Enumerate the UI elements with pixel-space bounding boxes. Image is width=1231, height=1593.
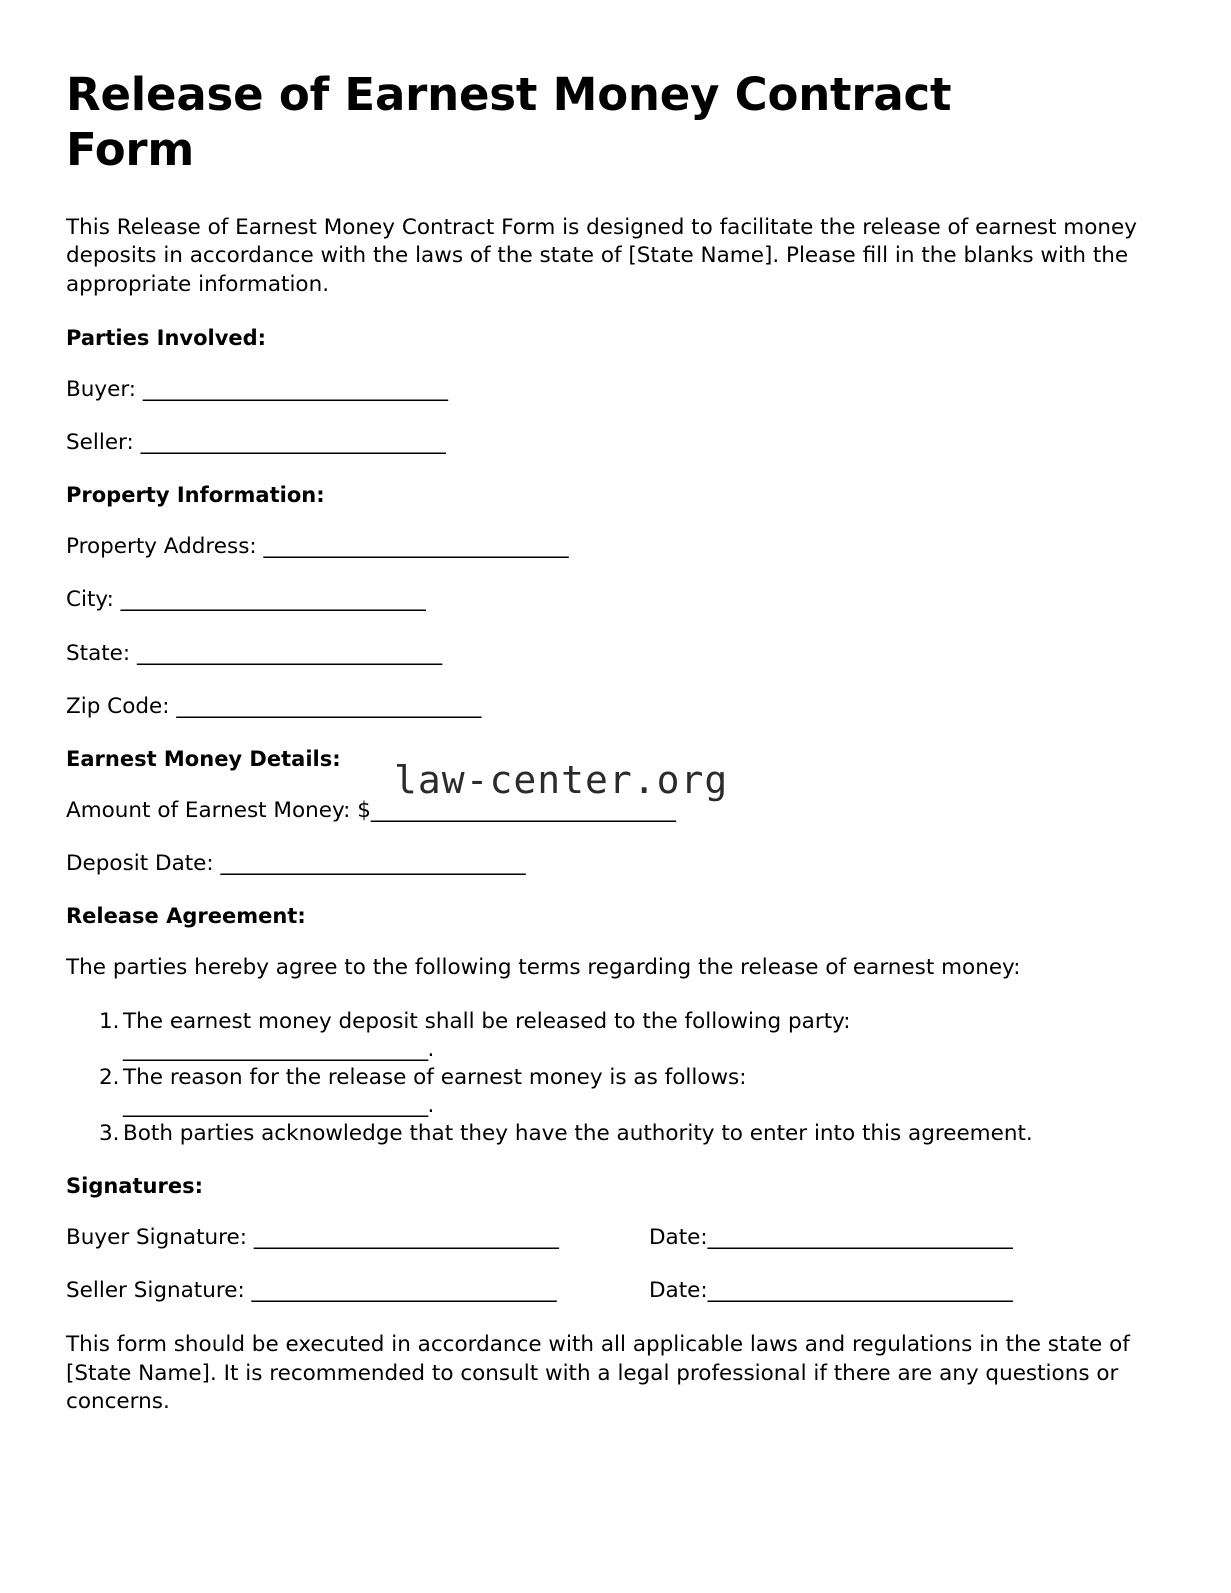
buyer-label: Buyer: (66, 376, 143, 402)
seller-label: Seller: (66, 430, 141, 456)
field-row-amount-of-earnest-money (66, 797, 1169, 825)
intro-paragraph: This Release of Earnest Money Contract Form is designed to facilitate the release of earnest money deposits in accordance with the laws of the state of [State Name]. Please fill in the blanks with the appropriate information. (66, 214, 1137, 297)
city-label: City: (66, 587, 121, 613)
property-address-label: Property Address: (66, 533, 264, 559)
list-item (66, 1064, 1169, 1120)
field-row-property-address (66, 533, 1169, 561)
list-item (66, 1120, 1169, 1148)
buyer-blank-line[interactable]: ______________________________ (142, 376, 448, 402)
seller-date-label: Date: (649, 1278, 708, 1304)
deposit-date-blank-line[interactable]: ______________________________ (220, 851, 526, 877)
release-agreement-lead-in: The parties hereby agree to the following terms regarding the release of earnest money: (66, 954, 1021, 980)
field-row-city (66, 586, 1169, 614)
release-terms-list (66, 1008, 1169, 1148)
watermark-law-center-org: law-center.org (394, 758, 729, 802)
buyer-date-label: Date: (649, 1224, 708, 1250)
list-item-marker: 2. (99, 1065, 120, 1091)
list-item-text: Both parties acknowledge that they have the authority to enter into this agreement. (123, 1121, 1033, 1147)
buyer-signature-label: Buyer Signature: (66, 1224, 254, 1250)
buyer-signature-blank-line[interactable]: ______________________________ (253, 1224, 559, 1250)
section-heading-signatures: Signatures: (66, 1173, 203, 1198)
zip-code-label: Zip Code: (66, 694, 177, 720)
section-heading-release-agreement: Release Agreement: (66, 903, 306, 928)
field-row-deposit-date (66, 850, 1169, 878)
seller-date-blank-line[interactable]: ______________________________ (707, 1278, 1013, 1304)
amount-of-earnest-money-label: Amount of Earnest Money: $ (66, 797, 371, 823)
list-item (66, 1008, 1169, 1064)
list-item-marker: 1. (99, 1009, 120, 1035)
seller-signature-label: Seller Signature: (66, 1278, 252, 1304)
field-row-state (66, 640, 1169, 668)
property-address-blank-line[interactable]: ______________________________ (263, 533, 569, 559)
city-blank-line[interactable]: ______________________________ (120, 587, 426, 613)
buyer-date-blank-line[interactable]: ______________________________ (707, 1224, 1013, 1250)
seller-signature-blank-line[interactable]: ______________________________ (251, 1278, 557, 1304)
closing-paragraph: This form should be executed in accordance with all applicable laws and regulations in the state of [State Name]. It is recommended to consult with a legal professional if there are any questions or concerns. (66, 1332, 1130, 1415)
list-item-blank-line[interactable]: ______________________________. (123, 1093, 434, 1119)
list-item-blank-line[interactable]: ______________________________. (123, 1037, 434, 1063)
section-heading-earnest-money-details: Earnest Money Details: (66, 746, 341, 771)
section-heading-property-information: Property Information: (66, 482, 325, 507)
seller-blank-line[interactable]: ______________________________ (140, 430, 446, 456)
list-item-text: The reason for the release of earnest money is as follows: (123, 1065, 747, 1091)
section-heading-parties-involved: Parties Involved: (66, 325, 267, 350)
list-item-marker: 3. (99, 1121, 120, 1147)
list-item-text: The earnest money deposit shall be released to the following party: (123, 1009, 851, 1035)
signature-row-buyer (66, 1224, 1169, 1252)
deposit-date-label: Deposit Date: (66, 851, 221, 877)
amount-of-earnest-money-blank-line[interactable]: ______________________________ (370, 797, 676, 823)
seller-signature-group (66, 1277, 649, 1305)
page-title: Release of Earnest Money Contract Form (66, 68, 952, 176)
field-row-buyer (66, 376, 1169, 404)
state-blank-line[interactable]: ______________________________ (137, 640, 442, 666)
field-row-zip-code (66, 693, 1169, 721)
field-row-seller (66, 429, 1169, 457)
signature-row-seller (66, 1277, 1169, 1305)
state-label: State: (66, 640, 137, 666)
buyer-signature-group (66, 1224, 649, 1252)
zip-code-blank-line[interactable]: ______________________________ (176, 694, 481, 720)
